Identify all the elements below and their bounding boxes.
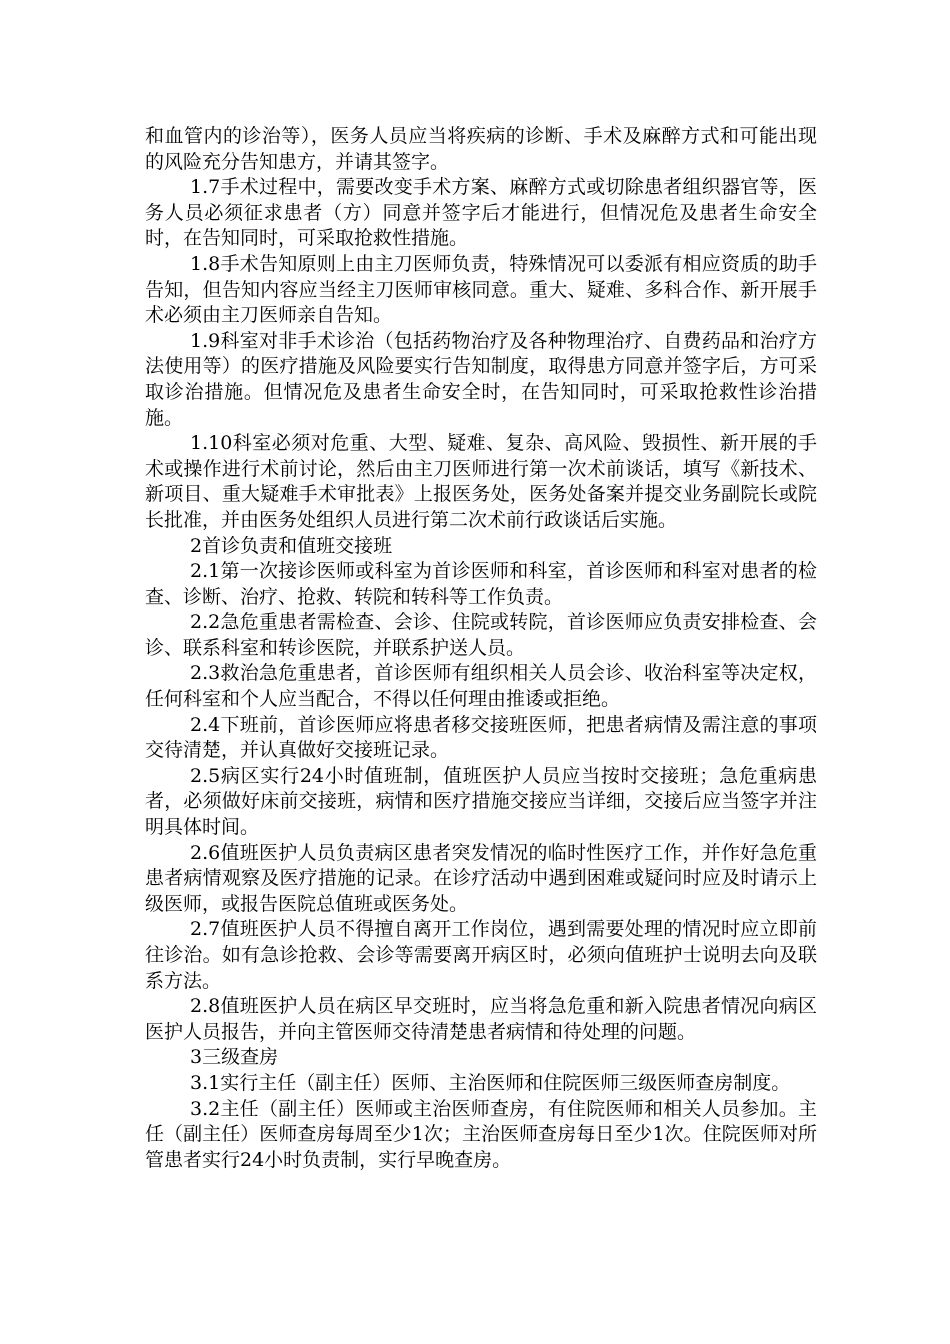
paragraph: 3.1实行主任（副主任）医师、主治医师和住院医师三级医师查房制度。 — [190, 1071, 791, 1094]
paragraph: 1.10科室必须对危重、大型、疑难、复杂、高风险、毁损性、新开展的手术或操作进行术前讨论，然后由主刀医师进行第一次术前谈话，填写《新技术、新项目、重大疑难手术审批表》上报医务处，医务处备案并提交业务副院长或院长批准，并由医务处组织人员进行第二次术前行政谈话后实施。 — [145, 432, 817, 531]
paragraph: 2.6值班医护人员负责病区患者突发情况的临时性医疗工作，并作好急危重患者病情观察及医疗措施的记录。在诊疗活动中遇到困难或疑问时应及时请示上级医师，或报告医院总值班或医务处。 — [145, 841, 817, 915]
section-heading: 2首诊负责和值班交接班 — [190, 534, 393, 557]
paragraph: 1.7手术过程中，需要改变手术方案、麻醉方式或切除患者组织器官等，医务人员必须征求患者（方）同意并签字后才能进行，但情况危及患者生命安全时，在告知同时，可采取抢救性措施。 — [145, 176, 817, 250]
paragraph: 2.4下班前，首诊医师应将患者移交接班医师，把患者病情及需注意的事项交待清楚，并认真做好交接班记录。 — [145, 713, 817, 762]
paragraph: 3.2主任（副主任）医师或主治医师查房，有住院医师和相关人员参加。主任（副主任）医师查房每周至少1次；主治医师查房每日至少1次。住院医师对所管患者实行24小时负责制，实行早晚查房。 — [145, 1097, 817, 1171]
paragraph: 2.1第一次接诊医师或科室为首诊医师和科室，首诊医师和科室对患者的检查、诊断、治疗、抢救、转院和转科等工作负责。 — [145, 560, 817, 608]
paragraph: 2.5病区实行24小时值班制，值班医护人员应当按时交接班；急危重病患者，必须做好床前交接班，病情和医疗措施交接应当详细，交接后应当签字并注明具体时间。 — [145, 764, 817, 839]
paragraph: 2.2急危重患者需检查、会诊、住院或转院，首诊医师应负责安排检查、会诊、联系科室和转诊医院，并联系护送人员。 — [145, 611, 817, 659]
paragraph: 1.9科室对非手术诊治（包括药物治疗及各种物理治疗、自费药品和治疗方法使用等）的医疗措施及风险要实行告知制度，取得患方同意并签字后，方可采取诊治措施。但情况危及患者生命安全时，在告知同时，可采取抢救性诊治措施。 — [145, 329, 817, 429]
paragraph: 2.8值班医护人员在病区早交班时，应当将急危重和新入院患者情况向病区医护人员报告，并向主管医师交待清楚患者病情和待处理的问题。 — [145, 995, 817, 1043]
paragraph: 2.3救治急危重患者，首诊医师有组织相关人员会诊、收治科室等决定权，任何科室和个人应当配合，不得以任何理由推诿或拒绝。 — [145, 662, 817, 711]
document-body — [145, 124, 817, 1173]
paragraph: 和血管内的诊治等），医务人员应当将疾病的诊断、手术及麻醉方式和可能出现的风险充分告知患方，并请其签字。 — [145, 125, 817, 173]
paragraph: 1.8手术告知原则上由主刀医师负责，特殊情况可以委派有相应资质的助手告知，但告知内容应当经主刀医师审核同意。重大、疑难、多科合作、新开展手术必须由主刀医师亲自告知。 — [145, 252, 817, 327]
section-heading: 3三级查房 — [190, 1046, 279, 1069]
paragraph: 2.7值班医护人员不得擅自离开工作岗位，遇到需要处理的情况时应立即前往诊治。如有急诊抢救、会诊等需要离开病区时，必须向值班护士说明去向及联系方法。 — [145, 918, 817, 992]
